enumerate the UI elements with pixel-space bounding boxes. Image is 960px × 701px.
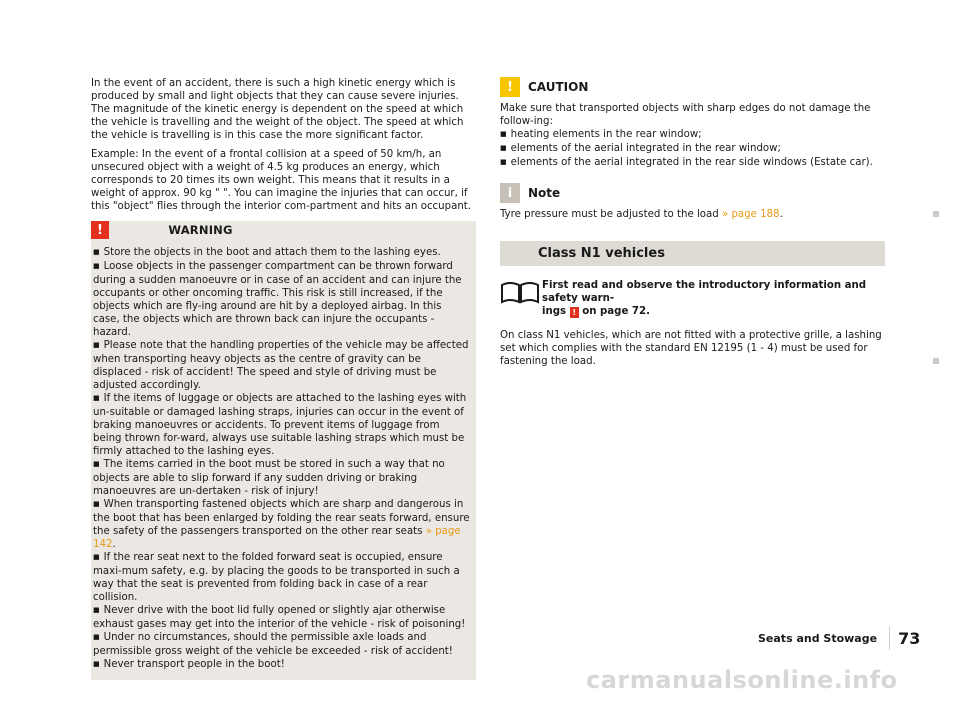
note-header — [500, 183, 885, 203]
warning-bullet-text: When transporting fastened objects which are sharp and dangerous in the boot that has been enlarged by folding the rear seats forward, ensure the safety of the passengers transported on the other rear seats — [93, 499, 470, 537]
end-of-section-mark — [933, 211, 939, 217]
warning-bullet: ■ Loose objects in the passenger compartment can be thrown forward during a sudden manoeuvre or in case of an accident and can injure the occupants or other oncoming traffic. This risk is still increased, if the objects which are fly-ing around are hit by a deployed airbag. In this case, the objects which are thrown back can injure the occupants - hazard. — [93, 260, 471, 339]
warning-bullet: ■ Under no circumstances, should the permissible axle loads and permissible gross weight of the vehicle be exceeded - risk of accident! — [93, 631, 471, 658]
caution-text: Make sure that transported objects with sharp edges do not damage the follow-ing: — [500, 103, 871, 127]
note-text — [500, 208, 885, 221]
intro-line-2-after: on page 72. — [578, 306, 650, 317]
caution-title: CAUTION — [528, 79, 589, 94]
warning-bullet: ■ Store the objects in the boot and attach them to the lashing eyes. — [93, 246, 471, 260]
left-column — [91, 77, 476, 680]
page-188-link[interactable]: » page 188 — [721, 209, 780, 220]
caution-bullet: ■ heating elements in the rear window; — [500, 128, 885, 142]
intro-line-2 — [542, 305, 885, 318]
paragraph-kinetic-energy: In the event of an accident, there is such a high kinetic energy which is produced by small and light objects that they can cause severe injuries. The magnitude of the kinetic energy is dependent on the speed at which the vehicle is travelling and the weight of the object. The speed at which the vehicle is travelling is in this case the more significant factor. — [91, 78, 464, 141]
warning-bullet: ■ If the items of luggage or objects are attached to the lashing eyes with un-suitable or damaged lashing straps, injuries can occur in the event of braking manoeuvres or accidents. To prevent items of luggage from being thrown for-ward, always use suitable lashing straps which must be firmly attached to the lashing eyes. — [93, 392, 471, 458]
intro-line-2-before: ings — [542, 306, 570, 317]
warning-bullet — [93, 498, 471, 551]
intro-line-1: First read and observe the introductory information and safety warn- — [542, 280, 867, 304]
end-of-section-mark — [933, 358, 939, 364]
intro-text — [542, 279, 885, 318]
warning-bullet: ■ The items carried in the boot must be stored in such a way that no objects are able to slip forward if any sudden driving or braking manoeuvres are un-dertaken - risk of injury! — [93, 458, 471, 498]
caution-icon: ! — [500, 77, 520, 97]
caution-bullet: ■ elements of the aerial integrated in the rear side windows (Estate car). — [500, 156, 885, 170]
watermark: carmanualsonline.info — [586, 666, 898, 694]
note-icon: i — [500, 183, 520, 203]
inline-warning-icon: ! — [570, 307, 579, 318]
warning-icon: ! — [91, 221, 109, 239]
warning-box — [91, 221, 476, 680]
note-text-before: Tyre pressure must be adjusted to the load — [500, 209, 722, 220]
section-title-class-n1: Class N1 vehicles — [500, 241, 885, 266]
warning-bullet: ■ Never transport people in the boot! — [93, 658, 471, 672]
page-footer — [758, 626, 920, 650]
book-icon — [500, 279, 540, 305]
caution-header — [500, 77, 885, 97]
footer-divider — [889, 626, 890, 650]
intro-block — [500, 279, 885, 318]
note-title: Note — [528, 185, 561, 200]
footer-section-title: Seats and Stowage — [758, 631, 878, 645]
caution-bullet: ■ elements of the aerial integrated in the rear window; — [500, 142, 885, 156]
warning-bullet: ■ If the rear seat next to the folded forward seat is occupied, ensure maxi-mum safety, e.g. by placing the goods to be transported in such a way that the seat is prevented from folding back in case of a rear collision. — [93, 551, 471, 604]
note-text-after: . — [779, 209, 783, 220]
right-column — [500, 77, 885, 368]
warning-bullet: ■ Please note that the handling properties of the vehicle may be affected when transporting heavy objects as the centre of gravity can be displaced - risk of accident! The speed and style of driving must be adjusted accordingly. — [93, 339, 471, 392]
warning-header — [93, 221, 471, 239]
page-number: 73 — [898, 628, 921, 648]
warning-bullet-text-end: . — [112, 539, 116, 550]
paragraph-example: Example: In the event of a frontal collision at a speed of 50 km/h, an unsecured object with a weight of 4.5 kg produces an energy, which corresponds to 20 times its own weight. This means that it results in a weight of approx. 90 kg " ". You can imagine the injuries that can occur, if this "object" flies through the interior com-partment and hits an occupant. — [91, 149, 472, 212]
page-142-link[interactable]: » page 142 — [93, 526, 461, 550]
paragraph-n1-text: On class N1 vehicles, which are not fitted with a protective grille, a lashing set which complies with the standard EN 12195 (1 - 4) must be used for fastening the load. — [500, 330, 882, 367]
warning-title: WARNING — [168, 222, 233, 237]
warning-bullet: ■ Never drive with the boot lid fully opened or slightly ajar otherwise exhaust gases may get into the interior of the vehicle - risk of poisoning! — [93, 604, 471, 631]
paragraph-n1-lashing — [500, 329, 885, 368]
